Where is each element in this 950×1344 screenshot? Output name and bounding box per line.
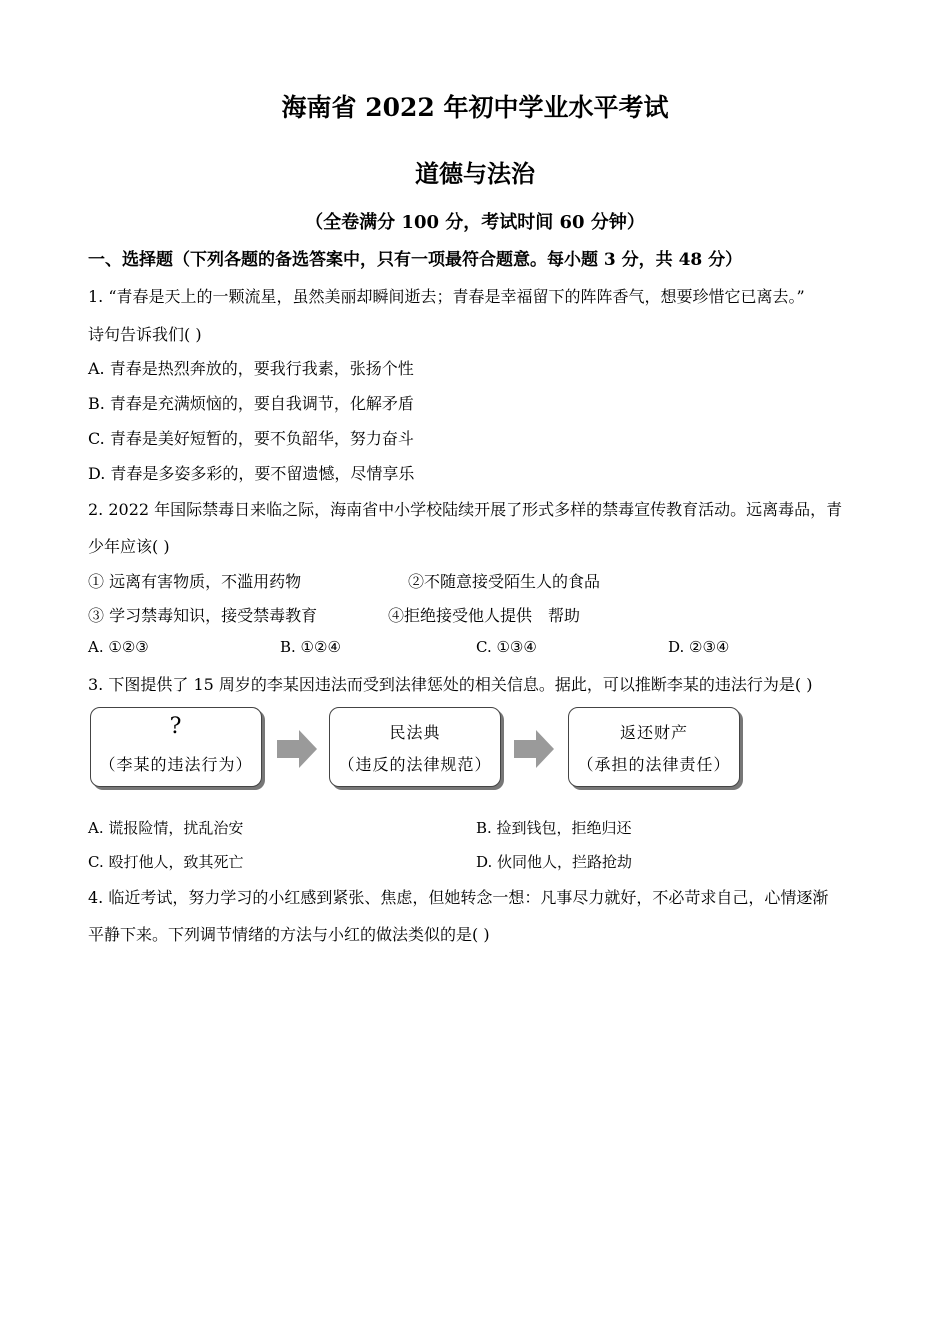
diagram-box-liability: [568, 707, 740, 787]
question-2-option-d: D. ②③④: [668, 638, 730, 656]
arrow-right-icon: [277, 730, 317, 768]
arrow-right-icon: [514, 730, 554, 768]
question-2-item-4: ④拒绝接受他人提供 帮助: [388, 606, 581, 625]
question-3-option-c: C. 殴打他人，致其死亡: [88, 853, 244, 871]
exam-title: 海南省 2022 年初中学业水平考试: [281, 93, 669, 122]
question-1-stem-line1: 1. “青春是天上的一颗流星，虽然美丽却瞬间逝去；青春是幸福留下的阵阵香气，想要珍惜它已离去。”: [88, 287, 805, 306]
exam-note: （全卷满分 100 分，考试时间 60 分钟）: [305, 212, 645, 233]
question-4-stem-line2: 平静下来。下列调节情绪的方法与小红的做法类似的是( ): [88, 925, 490, 944]
question-1-option-b: B. 青春是充满烦恼的，要自我调节，化解矛盾: [88, 394, 414, 413]
question-2-option-b: B. ①②④: [280, 638, 341, 656]
section-heading: 一、选择题（下列各题的备选答案中，只有一项最符合题意。每小题 3 分，共 48 分）: [88, 250, 743, 270]
diagram-box-law-top: 民法典: [389, 723, 441, 742]
question-3-stem: 3. 下图提供了 15 周岁的李某因违法而受到法律惩处的相关信息。据此，可以推断李某的违法行为是( ): [88, 675, 813, 694]
question-2-option-a: A. ①②③: [88, 638, 149, 656]
question-2-stem-line2: 少年应该( ): [88, 537, 170, 556]
diagram-box-behavior-bottom: （李某的违法行为）: [99, 755, 253, 774]
question-1-stem-line2: 诗句告诉我们( ): [88, 325, 202, 344]
diagram-box-law: [329, 707, 501, 787]
question-2-item-3: ③ 学习禁毒知识，接受禁毒教育: [88, 606, 318, 625]
diagram-box-liability-bottom: （承担的法律责任）: [577, 755, 731, 774]
question-2-option-c: C. ①③④: [476, 638, 537, 656]
question-1-option-d: D. 青春是多姿多彩的，要不留遗憾，尽情享乐: [88, 464, 415, 483]
question-1-option-c: C. 青春是美好短暂的，要不负韶华，努力奋斗: [88, 429, 414, 448]
question-2-item-2: ②不随意接受陌生人的食品: [408, 572, 601, 591]
diagram-box-behavior: [90, 707, 262, 787]
question-3-option-a: A. 谎报险情，扰乱治安: [88, 819, 244, 837]
question-4-stem-line1: 4. 临近考试，努力学习的小红感到紧张、焦虑，但她转念一想：凡事尽力就好，不必苛求自己，心情逐渐: [88, 888, 829, 907]
diagram-box-liability-top: 返还财产: [619, 723, 688, 742]
diagram-box-behavior-top: ?: [169, 714, 183, 739]
question-1-option-a: A. 青春是热烈奔放的，要我行我素，张扬个性: [88, 359, 414, 378]
question-3-option-d: D. 伙同他人，拦路抢劫: [476, 853, 633, 871]
question-3-option-b: B. 捡到钱包，拒绝归还: [476, 819, 632, 837]
question-2-item-1: ① 远离有害物质，不滥用药物: [88, 572, 302, 591]
question-2-stem-line1: 2. 2022 年国际禁毒日来临之际，海南省中小学校陆续开展了形式多样的禁毒宣传教育活动。远离毒品，青: [88, 500, 843, 519]
subject-title: 道德与法治: [415, 159, 535, 188]
diagram-box-law-bottom: （违反的法律规范）: [338, 755, 492, 774]
